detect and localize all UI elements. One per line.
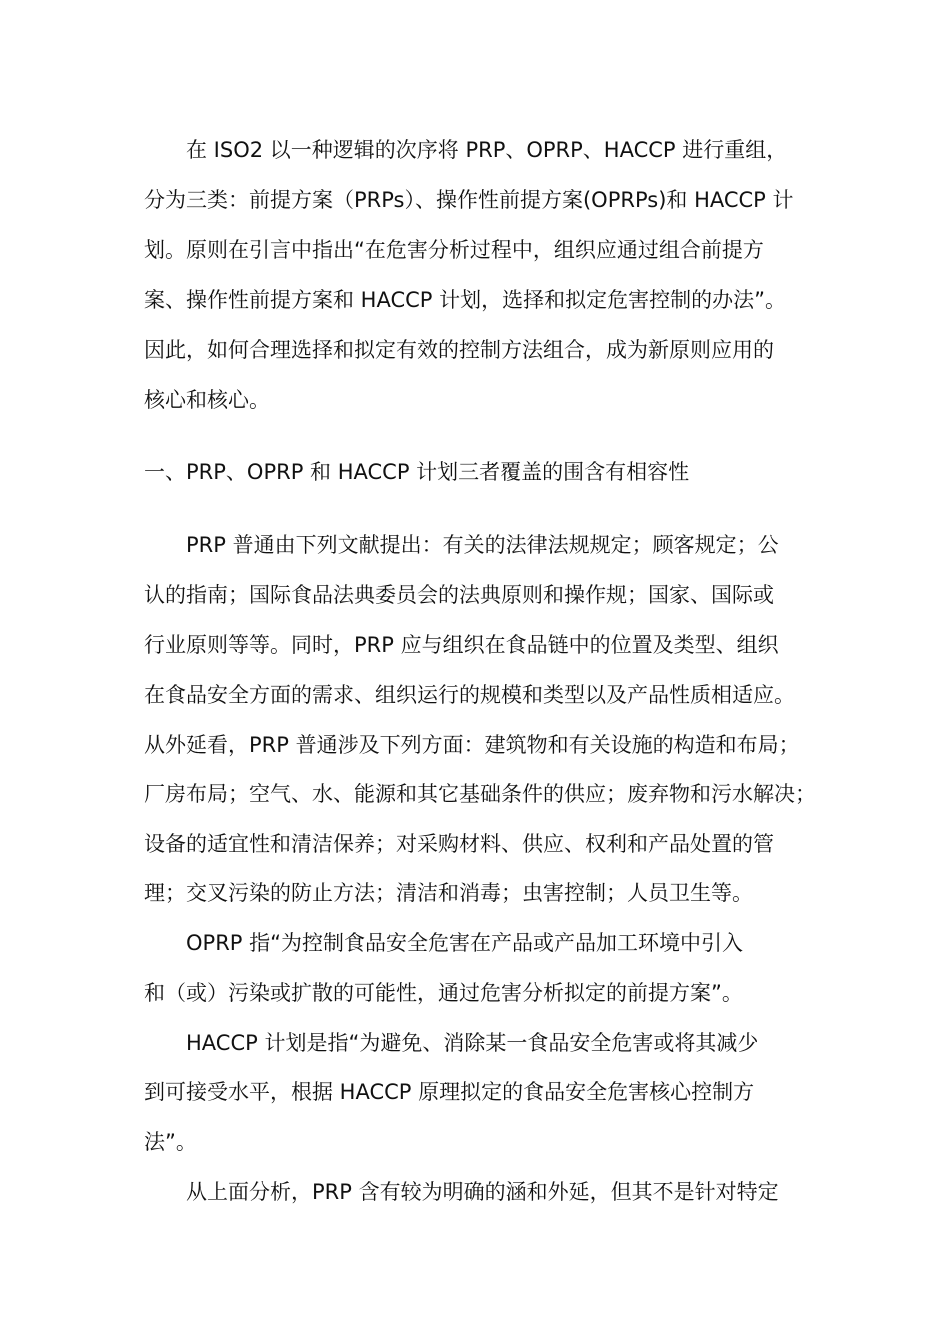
- paragraph-line: 案、操作性前提方案和 HACCP 计划，选择和拟定危害控制的办法”。: [144, 288, 787, 312]
- paragraph-line: 理；交叉污染的防止方法；清洁和消毒；虫害控制；人员卫生等。: [144, 881, 753, 905]
- paragraph-line: 从外延看，PRP 普通涉及下列方面：建筑物和有关设施的构造和布局；: [144, 733, 800, 757]
- paragraph-line: 设备的适宜性和清洁保养；对采购材料、供应、权利和产品处置的管: [144, 832, 774, 856]
- paragraph-line: 分为三类：前提方案（PRPs）、操作性前提方案(OPRPs)和 HACCP 计: [144, 188, 794, 212]
- paragraph-line: PRP 普通由下列文献提出：有关的法律法规规定；顾客规定；公: [186, 533, 779, 557]
- paragraph-line: 核心和核心。: [144, 388, 270, 412]
- paragraph-line: 法”。: [144, 1130, 197, 1154]
- paragraph-line: 在 ISO2 以一种逻辑的次序将 PRP、OPRP、HACCP 进行重组，: [186, 138, 788, 162]
- paragraph-line: 划。原则在引言中指出“在危害分析过程中，组织应通过组合前提方: [144, 238, 764, 262]
- section-heading: 一、PRP、OPRP 和 HACCP 计划三者覆盖的围含有相容性: [144, 460, 690, 484]
- paragraph-line: 和（或）污染或扩散的可能性，通过危害分析拟定的前提方案”。: [144, 981, 743, 1005]
- paragraph-line: 到可接受水平，根据 HACCP 原理拟定的食品安全危害核心控制方: [144, 1080, 755, 1104]
- paragraph-line: HACCP 计划是指“为避免、消除某一食品安全危害或将其减少: [186, 1031, 759, 1055]
- paragraph-line: OPRP 指“为控制食品安全危害在产品或产品加工环境中引入: [186, 931, 744, 955]
- paragraph-line: 厂房布局；空气、水、能源和其它基础条件的供应；废弃物和污水解决；: [144, 782, 816, 806]
- paragraph-line: 行业原则等等。同时，PRP 应与组织在食品链中的位置及类型、组织: [144, 633, 779, 657]
- paragraph-line: 认的指南；国际食品法典委员会的法典原则和操作规；国家、国际或: [144, 583, 774, 607]
- paragraph-line: 因此，如何合理选择和拟定有效的控制方法组合，成为新原则应用的: [144, 338, 774, 362]
- paragraph-line: 在食品安全方面的需求、组织运行的规模和类型以及产品性质相适应。: [144, 683, 795, 707]
- paragraph-line: 从上面分析，PRP 含有较为明确的涵和外延，但其不是针对特定: [186, 1180, 779, 1204]
